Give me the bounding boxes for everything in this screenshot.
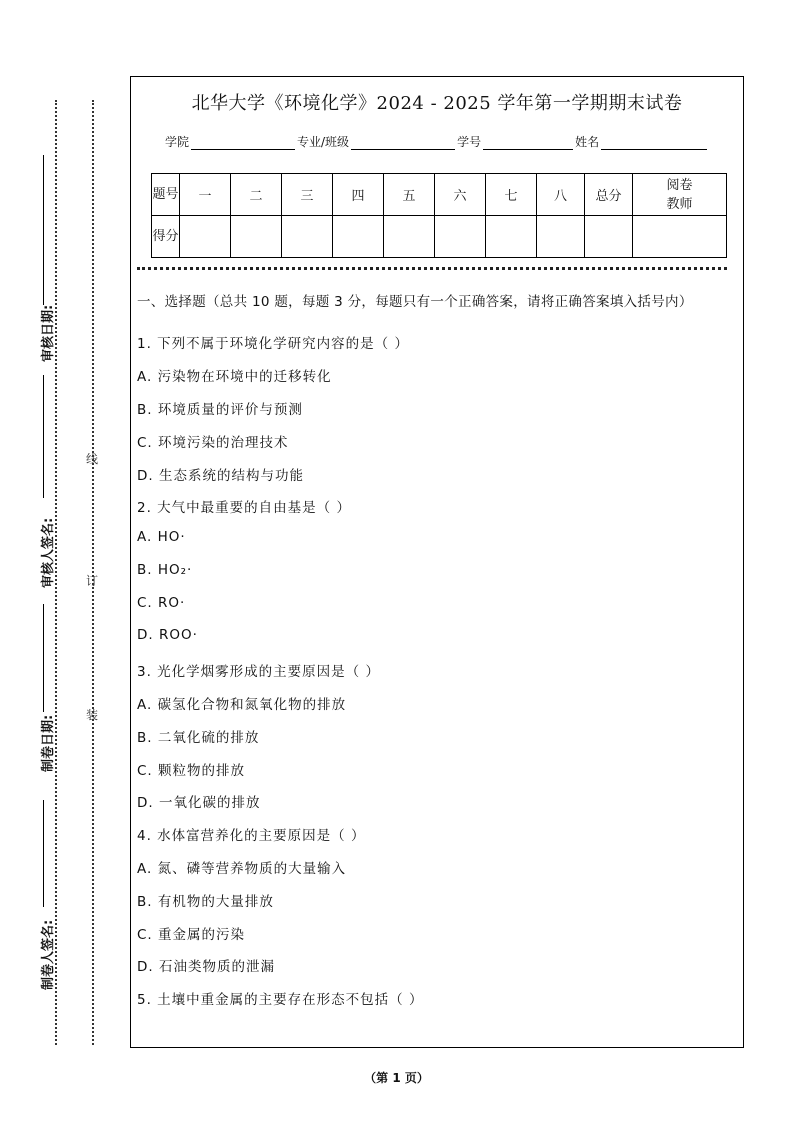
header-divider (137, 267, 727, 270)
college-field[interactable] (191, 137, 295, 150)
option-2d: D. ROO· (137, 627, 198, 643)
score-cell-1[interactable] (180, 216, 231, 258)
score-cell-8[interactable] (537, 216, 585, 258)
major-field[interactable] (351, 137, 455, 150)
option-3c: C. 颗粒物的排放 (137, 763, 246, 779)
binding-dotted-line-left (55, 100, 57, 1045)
name-field[interactable] (601, 137, 707, 150)
student-info-row (165, 133, 709, 150)
question-5: 5. 土壤中重金属的主要存在形态不包括（ ） (137, 992, 424, 1008)
option-3b: B. 二氧化硫的排放 (137, 730, 260, 746)
maker-sign-line (43, 800, 44, 907)
score-table (151, 173, 727, 258)
score-cell-3[interactable] (282, 216, 333, 258)
exam-content (137, 291, 737, 1008)
option-4a: A. 氮、磷等营养物质的大量输入 (137, 861, 347, 877)
option-4d: D. 石油类物质的泄漏 (137, 959, 275, 975)
maker-date-line (43, 604, 44, 712)
option-2b: B. HO₂· (137, 562, 193, 578)
binding-char-mount: 装 (86, 708, 99, 722)
reviewer-sign-line (43, 375, 44, 498)
option-1d: D. 生态系统的结构与功能 (137, 468, 304, 484)
col-header-2: 二 (231, 174, 282, 216)
score-cell-6[interactable] (435, 216, 486, 258)
col-header-3: 三 (282, 174, 333, 216)
page-number: （第 1 页） (364, 1071, 429, 1085)
section-intro: 一、选择题（总共 10 题，每题 3 分，每题只有一个正确答案，请将正确答案填入括号内） (137, 294, 693, 310)
maker-sign-label: 制卷人签名: (41, 919, 56, 990)
option-3a: A. 碳氢化合物和氮氧化物的排放 (137, 697, 347, 713)
col-header-4: 四 (333, 174, 384, 216)
col-header-8: 八 (537, 174, 585, 216)
question-1: 1. 下列不属于环境化学研究内容的是（ ） (137, 336, 409, 352)
student-id-label: 学号 (457, 135, 482, 149)
col-header-reviewer: 阅卷教师 (633, 174, 727, 216)
score-cell-total[interactable] (585, 216, 633, 258)
col-header-7: 七 (486, 174, 537, 216)
exam-title: 北华大学《环境化学》2024 - 2025 学年第一学期期末试卷 (191, 93, 683, 114)
score-cell-4[interactable] (333, 216, 384, 258)
col-header-5: 五 (384, 174, 435, 216)
col-header-1: 一 (180, 174, 231, 216)
exam-frame (130, 76, 744, 1048)
score-cell-5[interactable] (384, 216, 435, 258)
binding-char-line: 线 (86, 452, 99, 466)
student-id-field[interactable] (483, 137, 573, 150)
option-2c: C. RO· (137, 595, 186, 611)
college-label: 学院 (165, 135, 190, 149)
reviewer-date-line (43, 155, 44, 305)
option-1a: A. 污染物在环境中的迁移转化 (137, 369, 332, 385)
option-3d: D. 一氧化碳的排放 (137, 795, 261, 811)
option-4b: B. 有机物的大量排放 (137, 894, 274, 910)
question-4: 4. 水体富营养化的主要原因是（ ） (137, 828, 366, 844)
score-row2-label: 得分 (152, 216, 180, 258)
score-cell-reviewer[interactable] (633, 216, 727, 258)
question-2: 2. 大气中最重要的自由基是（ ） (137, 500, 351, 516)
reviewer-sign-label: 审核人签名: (41, 517, 56, 588)
major-label: 专业/班级 (297, 135, 350, 149)
score-cell-2[interactable] (231, 216, 282, 258)
name-label: 姓名 (575, 135, 600, 149)
option-1b: B. 环境质量的评价与预测 (137, 402, 303, 418)
binding-char-bind: 订 (86, 574, 99, 588)
option-2a: A. HO· (137, 529, 186, 545)
score-cell-7[interactable] (486, 216, 537, 258)
option-4c: C. 重金属的污染 (137, 927, 246, 943)
col-header-6: 六 (435, 174, 486, 216)
option-1c: C. 环境污染的治理技术 (137, 435, 289, 451)
question-3: 3. 光化学烟雾形成的主要原因是（ ） (137, 664, 380, 680)
score-row1-label: 题号 (152, 174, 180, 216)
col-header-total: 总分 (585, 174, 633, 216)
maker-date-label: 制卷日期: (41, 714, 56, 772)
reviewer-date-label: 审核日期: (41, 304, 56, 362)
